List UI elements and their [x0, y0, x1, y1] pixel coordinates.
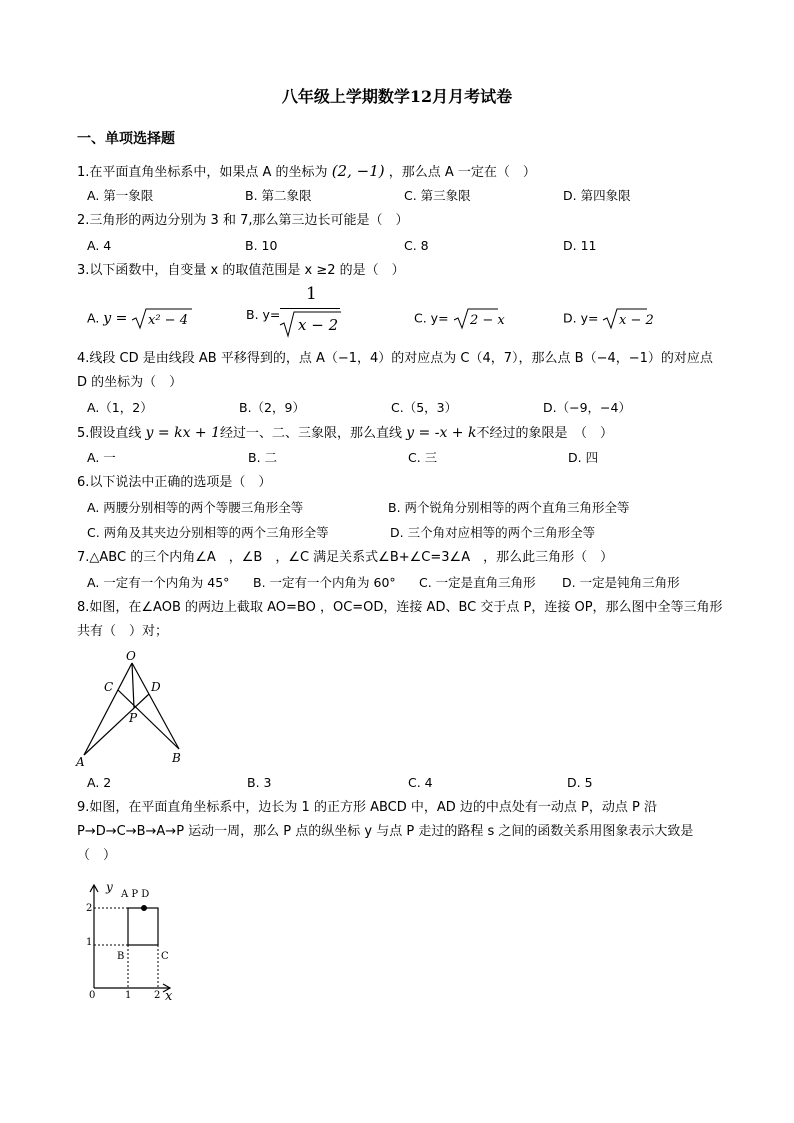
q4-option-b[interactable]: B.（2，9）	[239, 400, 305, 415]
label-b: B	[172, 751, 181, 765]
q6-option-c[interactable]: C. 两角及其夹边分别相等的两个三角形全等	[87, 525, 329, 540]
q6-option-a[interactable]: A. 两腰分别相等的两个等腰三角形全等	[87, 500, 304, 515]
question-3: 3.以下函数中，自变量 x 的取值范围是 x ≥2 的是（ ）	[77, 263, 405, 278]
q7-option-b[interactable]: B. 一定有一个内角为 60°	[253, 575, 396, 590]
label-c: C	[104, 680, 114, 694]
page-title: 八年级上学期数学12月月考试卷	[281, 87, 513, 106]
q3-option-a[interactable]: A. y = x² − 4	[87, 307, 193, 331]
question-1	[77, 163, 536, 181]
q1-text-pre: 1.在平面直角坐标系中，如果点 A 的坐标为	[77, 165, 328, 180]
sqrt-icon	[131, 307, 193, 331]
label-1: 1	[86, 937, 93, 948]
label-2: 2	[86, 903, 93, 914]
label-x: x	[165, 989, 173, 1004]
q2-option-c[interactable]: C. 8	[404, 238, 429, 253]
label-p: P	[129, 711, 138, 725]
question-9-line3: （ ）	[77, 848, 117, 863]
label-y: y	[106, 880, 113, 894]
moving-point-p	[141, 905, 147, 911]
question-5: 5.假设直线 y = kx + 1经过一、二、三象限，那么直线 y = -x + k不经过的象限是 （ ）	[77, 425, 613, 441]
question-7: 7.△ABC 的三个内角∠A ，∠B ，∠C 满足关系式∠B+∠C=3∠A ，那么此三角形（ ）	[77, 550, 614, 565]
q2-option-d[interactable]: D. 11	[563, 238, 597, 253]
q1-text-post: ，那么点 A 一定在（ ）	[388, 165, 536, 180]
q7-option-c[interactable]: C. 一定是直角三角形	[419, 575, 536, 590]
q5-equation-1: y = kx + 1	[145, 425, 221, 441]
label-o: O	[126, 649, 136, 663]
q2-option-b[interactable]: B. 10	[245, 238, 278, 253]
q8-option-d[interactable]: D. 5	[567, 775, 593, 790]
question-2: 2.三角形的两边分别为 3 和 7,那么第三边长可能是（ ）	[77, 213, 409, 228]
q1-option-a[interactable]: A. 第一象限	[87, 188, 154, 203]
q8-option-a[interactable]: A. 2	[87, 775, 112, 790]
q5-option-b[interactable]: B. 二	[248, 450, 278, 465]
sqrt-icon	[453, 307, 505, 331]
q1-coordinate: (2, −1)	[331, 162, 385, 180]
q3-option-d[interactable]: D. y= x − 2	[563, 307, 648, 331]
question-8-line2: 共有（ ）对；	[77, 624, 169, 639]
sqrt-icon	[602, 307, 655, 331]
q6-option-d[interactable]: D. 三个角对应相等的两个三角形全等	[390, 525, 596, 540]
q4-option-a[interactable]: A.（1，2）	[87, 400, 153, 415]
q6-option-b[interactable]: B. 两个锐角分别相等的两个直角三角形全等	[388, 500, 630, 515]
label-origin: 0	[89, 990, 96, 1001]
label-x2: 2	[154, 990, 161, 1001]
q3-option-c[interactable]: C. y= 2 − x	[414, 307, 499, 331]
label-x1: 1	[125, 990, 132, 1001]
question-6: 6.以下说法中正确的选项是（ ）	[77, 475, 272, 490]
q5-option-a[interactable]: A. 一	[87, 450, 116, 465]
q8-option-c[interactable]: C. 4	[408, 775, 433, 790]
q4-option-d[interactable]: D.（−9，−4）	[543, 400, 631, 415]
q2-option-a[interactable]: A. 4	[87, 238, 112, 253]
svg-text:x − 2: x − 2	[298, 316, 339, 334]
question-8-line1: 8.如图，在∠AOB 的两边上截取 AO=BO ，OC=OD，连接 AD、BC 交于点 P，连接 OP，那么图中全等三角形	[77, 600, 723, 615]
section-heading: 一、单项选择题	[77, 131, 175, 147]
label-a: A	[76, 755, 85, 769]
question-9-line1: 9.如图，在平面直角坐标系中，边长为 1 的正方形 ABCD 中，AD 边的中点处有一动点 P，动点 P 沿	[77, 800, 657, 815]
q5-option-c[interactable]: C. 三	[408, 450, 438, 465]
q5-equation-2: y = -x + k	[406, 425, 477, 441]
svg-text:x² − 4: x² − 4	[148, 313, 189, 328]
q4-option-c[interactable]: C.（5，3）	[391, 400, 458, 415]
q5-option-d[interactable]: D. 四	[568, 450, 599, 465]
coordinate-square-figure	[80, 880, 190, 1005]
label-b: B	[117, 951, 125, 962]
sqrt-icon	[279, 310, 343, 338]
q1-option-c[interactable]: C. 第三象限	[404, 188, 471, 203]
q8-option-b[interactable]: B. 3	[247, 775, 272, 790]
q7-option-d[interactable]: D. 一定是钝角三角形	[562, 575, 680, 590]
angle-aob-figure	[70, 645, 190, 770]
q7-option-a[interactable]: A. 一定有一个内角为 45°	[87, 575, 230, 590]
label-c: C	[161, 951, 169, 962]
label-apd: A P D	[121, 889, 150, 900]
q1-option-d[interactable]: D. 第四象限	[563, 188, 631, 203]
question-4-line1: 4.线段 CD 是由线段 AB 平移得到的，点 A（−1，4）的对应点为 C（4，7），那么点 B（−4，−1）的对应点	[77, 351, 713, 366]
question-9-line2: P→D→C→B→A→P 运动一周，那么 P 点的纵坐标 y 与点 P 走过的路程 s 之间的函数关系用图象表示大致是	[77, 824, 694, 839]
question-4-line2: D 的坐标为（ ）	[77, 375, 183, 390]
label-d: D	[151, 680, 161, 694]
q1-option-b[interactable]: B. 第二象限	[245, 188, 312, 203]
svg-text:x − 2: x − 2	[619, 313, 655, 328]
svg-text:2 − x: 2 − x	[469, 313, 505, 328]
